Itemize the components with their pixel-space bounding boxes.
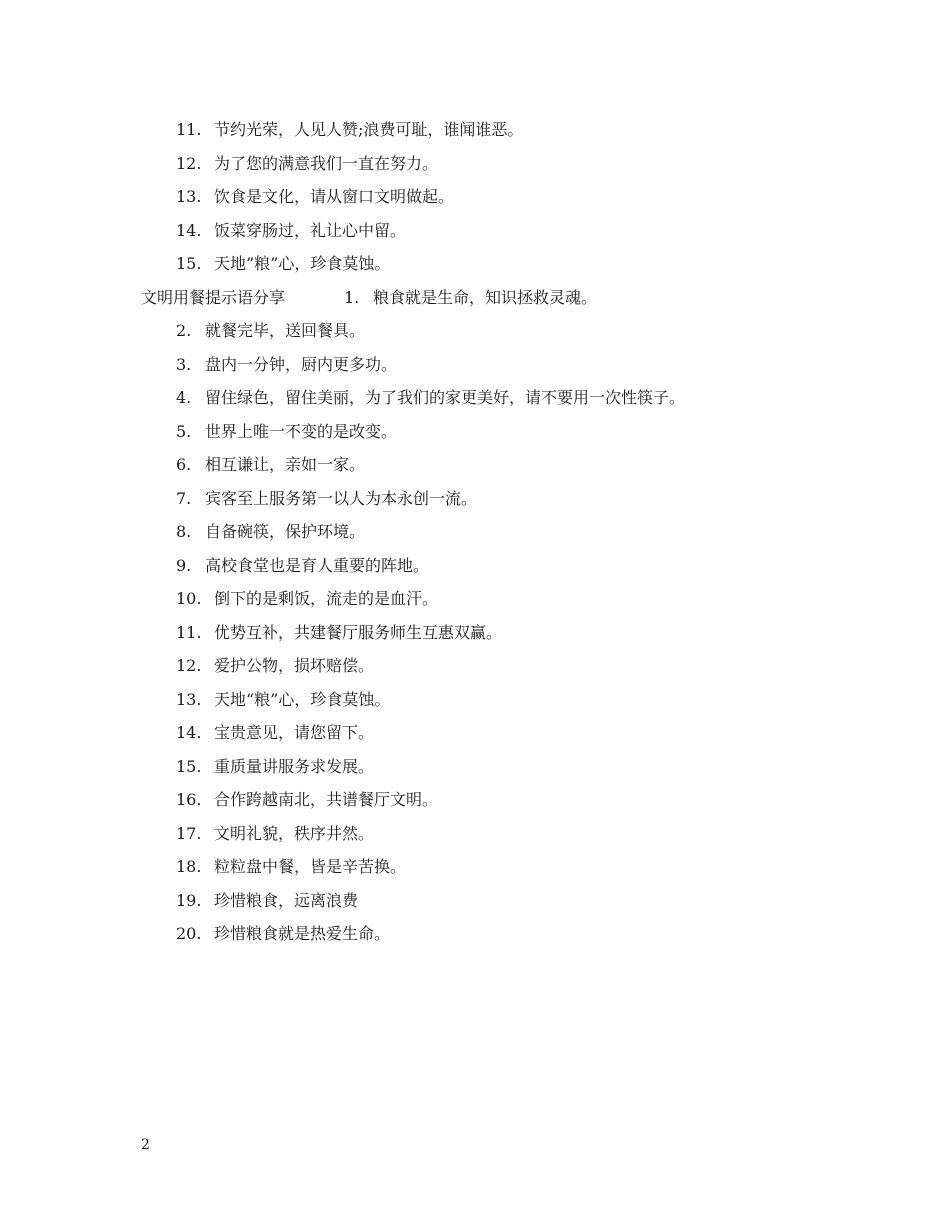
item-text: 珍惜粮食，远离浪费	[214, 890, 359, 910]
list-item	[0, 921, 950, 955]
item-text: 爱护公物，损坏赔偿。	[214, 656, 375, 675]
list-item	[0, 553, 950, 587]
item-number: 11.	[176, 622, 202, 642]
item-number: 19.	[176, 890, 202, 910]
list-item	[0, 251, 950, 285]
page-number: 2	[141, 1137, 150, 1153]
list-item	[0, 486, 950, 520]
list-item	[0, 620, 950, 654]
item-number: 20.	[176, 924, 202, 943]
list-item	[0, 586, 950, 620]
list-item	[0, 519, 950, 553]
list-item	[0, 754, 950, 788]
list-item	[0, 888, 950, 922]
item-number: 14.	[176, 723, 202, 742]
list-item	[0, 653, 950, 687]
item-number: 3.	[176, 354, 192, 374]
item-text: 合作跨越南北，共谱餐厅文明。	[214, 790, 439, 809]
item-number: 9.	[176, 555, 192, 575]
item-number: 2.	[176, 321, 192, 340]
list-item	[0, 720, 950, 754]
item-text: 倒下的是剩饭，流走的是血汗。	[214, 589, 439, 608]
list-item	[0, 318, 950, 352]
list-item	[0, 385, 950, 419]
list-item	[0, 218, 950, 252]
item-number: 17.	[176, 823, 202, 843]
list-item	[0, 419, 950, 453]
item-number: 7.	[176, 488, 192, 508]
heading-line	[0, 285, 950, 319]
list-item	[0, 787, 950, 821]
list-item	[0, 352, 950, 386]
list-item	[0, 151, 950, 185]
item-number: 12.	[176, 153, 202, 173]
item-number: 5.	[176, 421, 192, 441]
item-text: 天地“粮”心，珍食莫蚀。	[214, 689, 391, 709]
item-number: 12.	[176, 656, 202, 675]
item-text: 饮食是文化，请从窗口文明做起。	[214, 187, 455, 206]
list-item	[0, 821, 950, 855]
item-text: 重质量讲服务求发展。	[214, 756, 375, 776]
item-text: 粮食就是生命，知识拯救灵魂。	[373, 287, 598, 307]
item-number: 11.	[176, 120, 202, 139]
item-text: 留住绿色，留住美丽，为了我们的家更美好，请不要用一次性筷子。	[205, 388, 686, 407]
item-text: 为了您的满意我们一直在努力。	[214, 153, 439, 173]
item-number: 6.	[176, 455, 192, 474]
item-number: 14.	[176, 220, 202, 240]
item-text: 珍惜粮食就是热爱生命。	[214, 924, 391, 943]
item-number: 4.	[176, 388, 192, 407]
item-text: 饭菜穿肠过，礼让心中留。	[214, 220, 407, 240]
item-text: 世界上唯一不变的是改变。	[205, 421, 398, 441]
item-text: 相互谦让，亲如一家。	[205, 455, 366, 474]
list-item	[0, 687, 950, 721]
item-text: 宾客至上服务第一以人为本永创一流。	[205, 488, 478, 508]
item-number: 1.	[344, 287, 360, 307]
item-number: 15.	[176, 254, 202, 273]
list-item	[0, 854, 950, 888]
tip-list	[0, 117, 950, 955]
section-heading: 文明用餐提示语分享	[141, 287, 286, 307]
item-text: 节约光荣，人见人赞;浪费可耻，谁闻谁恶。	[214, 120, 524, 139]
item-text: 宝贵意见，请您留下。	[214, 723, 375, 742]
item-text: 盘内一分钟，厨内更多功。	[205, 354, 398, 374]
item-number: 15.	[176, 756, 202, 776]
item-number: 13.	[176, 689, 202, 709]
item-number: 16.	[176, 790, 202, 809]
item-text: 文明礼貌，秩序井然。	[214, 823, 375, 843]
item-number: 13.	[176, 187, 202, 206]
item-text: 高校食堂也是育人重要的阵地。	[205, 555, 430, 575]
item-text: 就餐完毕，送回餐具。	[205, 321, 366, 340]
list-item	[0, 452, 950, 486]
item-number: 10.	[176, 589, 202, 608]
list-item	[0, 117, 950, 151]
item-text: 优势互补，共建餐厅服务师生互惠双赢。	[214, 622, 503, 642]
list-item	[0, 184, 950, 218]
item-text: 天地”粮”心，珍食莫蚀。	[214, 254, 391, 273]
item-number: 8.	[176, 522, 192, 541]
item-text: 粒粒盘中餐，皆是辛苦换。	[214, 857, 407, 876]
item-number: 18.	[176, 857, 202, 876]
item-text: 自备碗筷，保护环境。	[205, 522, 366, 541]
